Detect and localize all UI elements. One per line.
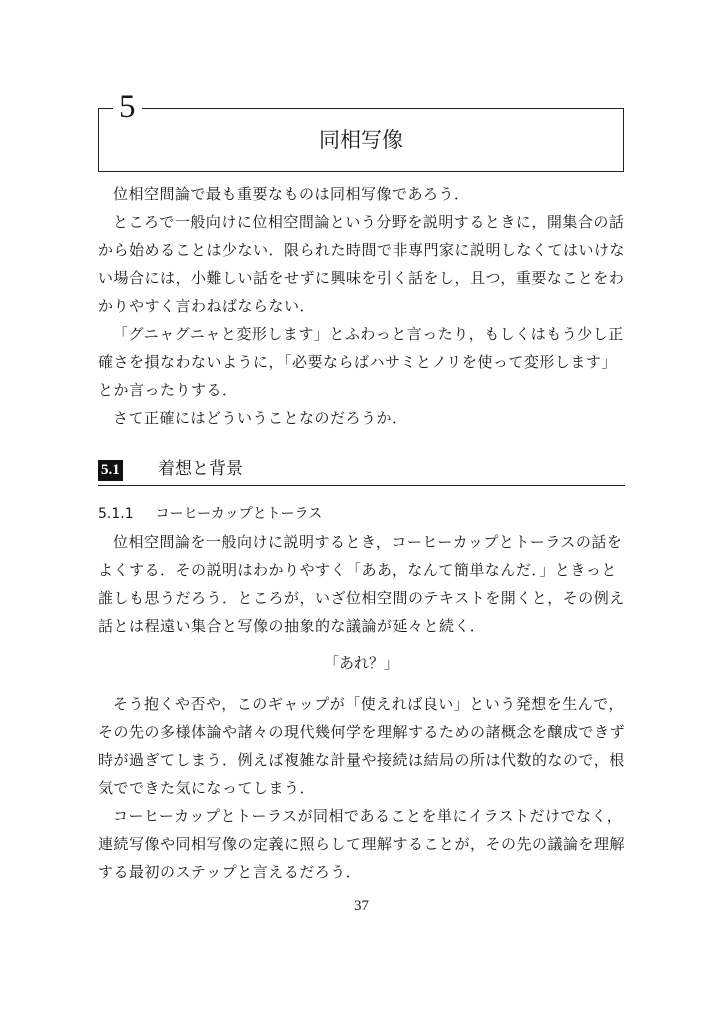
chapter-title: 同相写像 — [319, 128, 403, 152]
quote-line: 「あれ？」 — [323, 654, 399, 672]
section-number: 5.1 — [98, 460, 123, 481]
paragraph: 「グニャグニャと変形します」とふわっと言ったり，もしくはもう少し正確さを損なわないように，「必要ならばハサミとノリを使って変形します」とか言ったりする． — [98, 325, 624, 399]
paragraph: ところで一般向けに位相空間論という分野を説明するときに，開集合の話から始めることは少ない．限られた時間で非専門家に説明しなくてはいけない場合には，小難しい話をせずに興味を引く話をし，且つ，重要なことをわかりやすく言わねばならない． — [98, 213, 626, 315]
section-title: 着想と背景 — [158, 459, 243, 479]
section-heading — [98, 454, 625, 486]
page-number: 37 — [354, 898, 369, 914]
body-text-2 — [98, 690, 625, 886]
paragraph: そう抱くや否や，このギャップが「使えれば良い」という発想を生んで，その先の多様体論や諸々の現代幾何学を理解するための諸概念を醸成できず時が過ぎてしまう．例えば複雑な計量や接続は結局の所は代数的なので，根気でできた気になってしまう． — [98, 695, 626, 797]
subsection-title: コーヒーカップとトーラス — [155, 506, 323, 522]
chapter-number: 5 — [113, 87, 142, 127]
intro-text — [98, 180, 625, 432]
paragraph: さて正確にはどういうことなのだろうか． — [113, 409, 408, 427]
subsection-number: 5.1.1 — [98, 506, 134, 522]
body-text-1 — [98, 528, 625, 640]
paragraph: 位相空間論を一般向けに説明するとき，コーヒーカップとトーラスの話をよくする．その説明はわかりやすく「ああ，なんて簡単なんだ．」ときっと誰しも思うだろう．ところが，いざ位相空間のテキストを開くと，その例え話とは程遠い集合と写像の抽象的な議論が延々と続く． — [98, 533, 625, 635]
paragraph: コーヒーカップとトーラスが同相であることを単にイラストだけでなく，連続写像や同相写像の定義に照らして理解することが，その先の議論を理解する最初のステップと言えるだろう． — [98, 807, 626, 881]
paragraph: 位相空間論で最も重要なものは同相写像であろう． — [113, 185, 470, 203]
subsection-heading — [98, 502, 322, 526]
